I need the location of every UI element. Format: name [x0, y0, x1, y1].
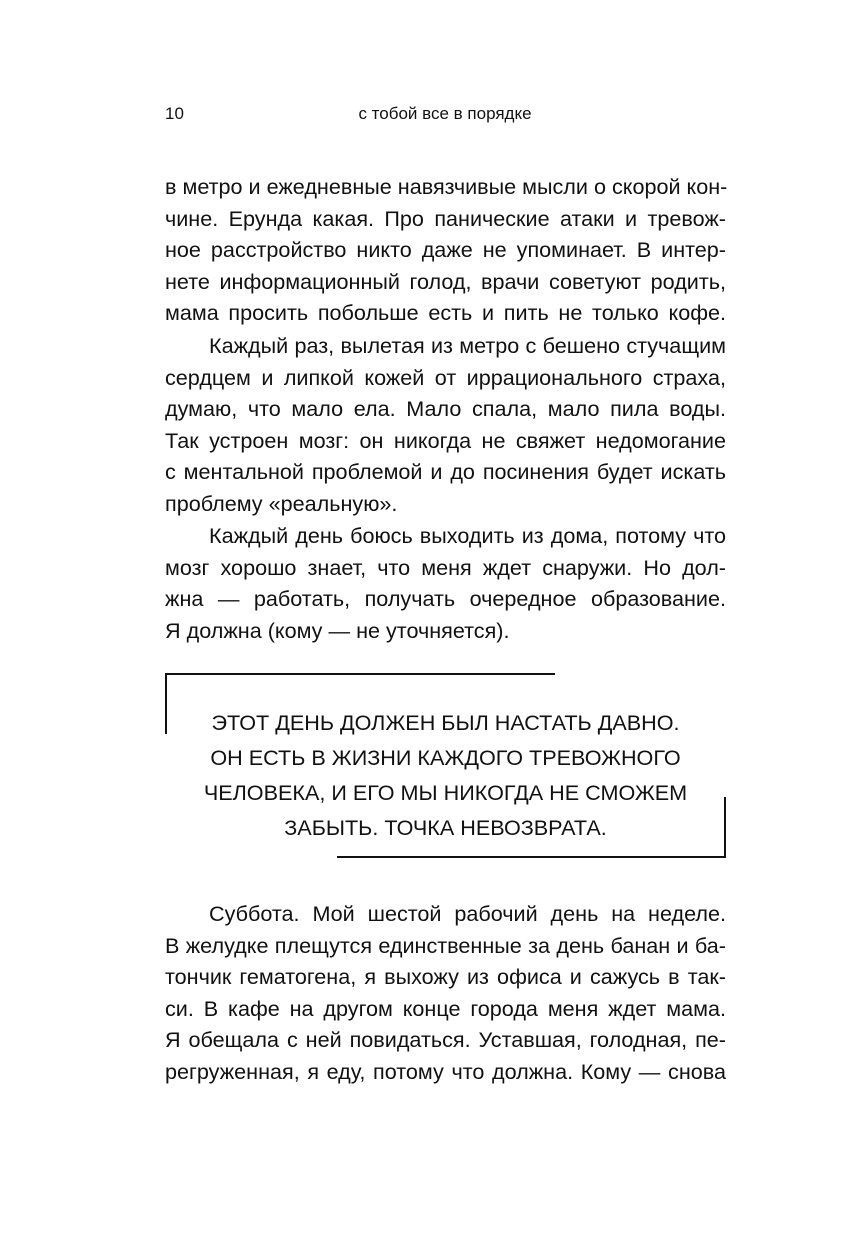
- callout-left-rule: [165, 673, 167, 734]
- text-line: ное расстройство никто даже не упоминает. В интер-: [165, 237, 726, 263]
- callout-top-rule: [165, 673, 555, 675]
- text-line: Так устроен мозг: он никогда не свяжет недомогание: [165, 427, 726, 453]
- paragraph-2: [165, 330, 726, 520]
- pull-quote-line: ОН ЕСТЬ В ЖИЗНИ КАЖДОГО ТРЕВОЖНОГО: [210, 745, 681, 770]
- text-line: Каждый раз, вылетая из метро с бешено стучащим: [209, 333, 726, 358]
- pull-quote-text: [185, 705, 706, 845]
- text-line: с ментальной проблемой и до посинения будет искать: [165, 459, 726, 485]
- page-number: 10: [165, 104, 184, 123]
- callout-right-rule: [724, 797, 726, 858]
- text-line: проблему «реальную».: [165, 490, 398, 516]
- text-line: си. В кафе на другом конце города меня ждет мама.: [165, 995, 726, 1021]
- text-line: в метро и ежедневные навязчивые мысли о скорой кон-: [165, 174, 728, 199]
- page-header: [165, 101, 725, 127]
- text-line: В желудке плещутся единственные за день банан и ба-: [165, 932, 726, 958]
- text-line: думаю, что мало ела. Мало спала, мало пила воды.: [165, 396, 726, 422]
- pull-quote: [165, 673, 726, 858]
- paragraph-1: [165, 171, 726, 329]
- text-line: чине. Ерунда какая. Про панические атаки и тревож-: [165, 205, 726, 231]
- running-title: с тобой все в порядке: [358, 104, 532, 123]
- pull-quote-line: ЭТОТ ДЕНЬ ДОЛЖЕН БЫЛ НАСТАТЬ ДАВНО.: [211, 710, 680, 735]
- paragraph-4: [165, 898, 726, 1088]
- text-line: регруженная, я еду, потому что должна. Кому — снова: [165, 1058, 726, 1084]
- pull-quote-line: ЧЕЛОВЕКА, И ЕГО МЫ НИКОГДА НЕ СМОЖЕМ: [203, 780, 688, 805]
- text-line: Каждый день боюсь выходить из дома, потому что: [209, 523, 726, 548]
- text-line: Я должна (кому — не уточняется).: [165, 617, 510, 643]
- callout-bottom-rule: [337, 856, 726, 858]
- paragraph-3: [165, 520, 726, 646]
- text-line: Суббота. Мой шестой рабочий день на неделе.: [209, 901, 726, 926]
- text-line: мозг хорошо знает, что меня ждет снаружи. Но дол-: [165, 554, 726, 580]
- text-line: тончик гематогена, я выхожу из офиса и сажусь в так-: [165, 964, 726, 990]
- pull-quote-line: ЗАБЫТЬ. ТОЧКА НЕВОЗВРАТА.: [284, 815, 607, 840]
- text-line: нете информационный голод, врачи советуют родить,: [165, 268, 726, 294]
- text-line: жна — работать, получать очередное образование.: [165, 586, 726, 612]
- text-line: сердцем и липкой кожей от иррационального страха,: [165, 364, 726, 390]
- text-line: Я обещала с ней повидаться. Уставшая, голодная, пе-: [165, 1027, 726, 1053]
- text-line: мама просить побольше есть и пить не только кофе.: [165, 300, 726, 326]
